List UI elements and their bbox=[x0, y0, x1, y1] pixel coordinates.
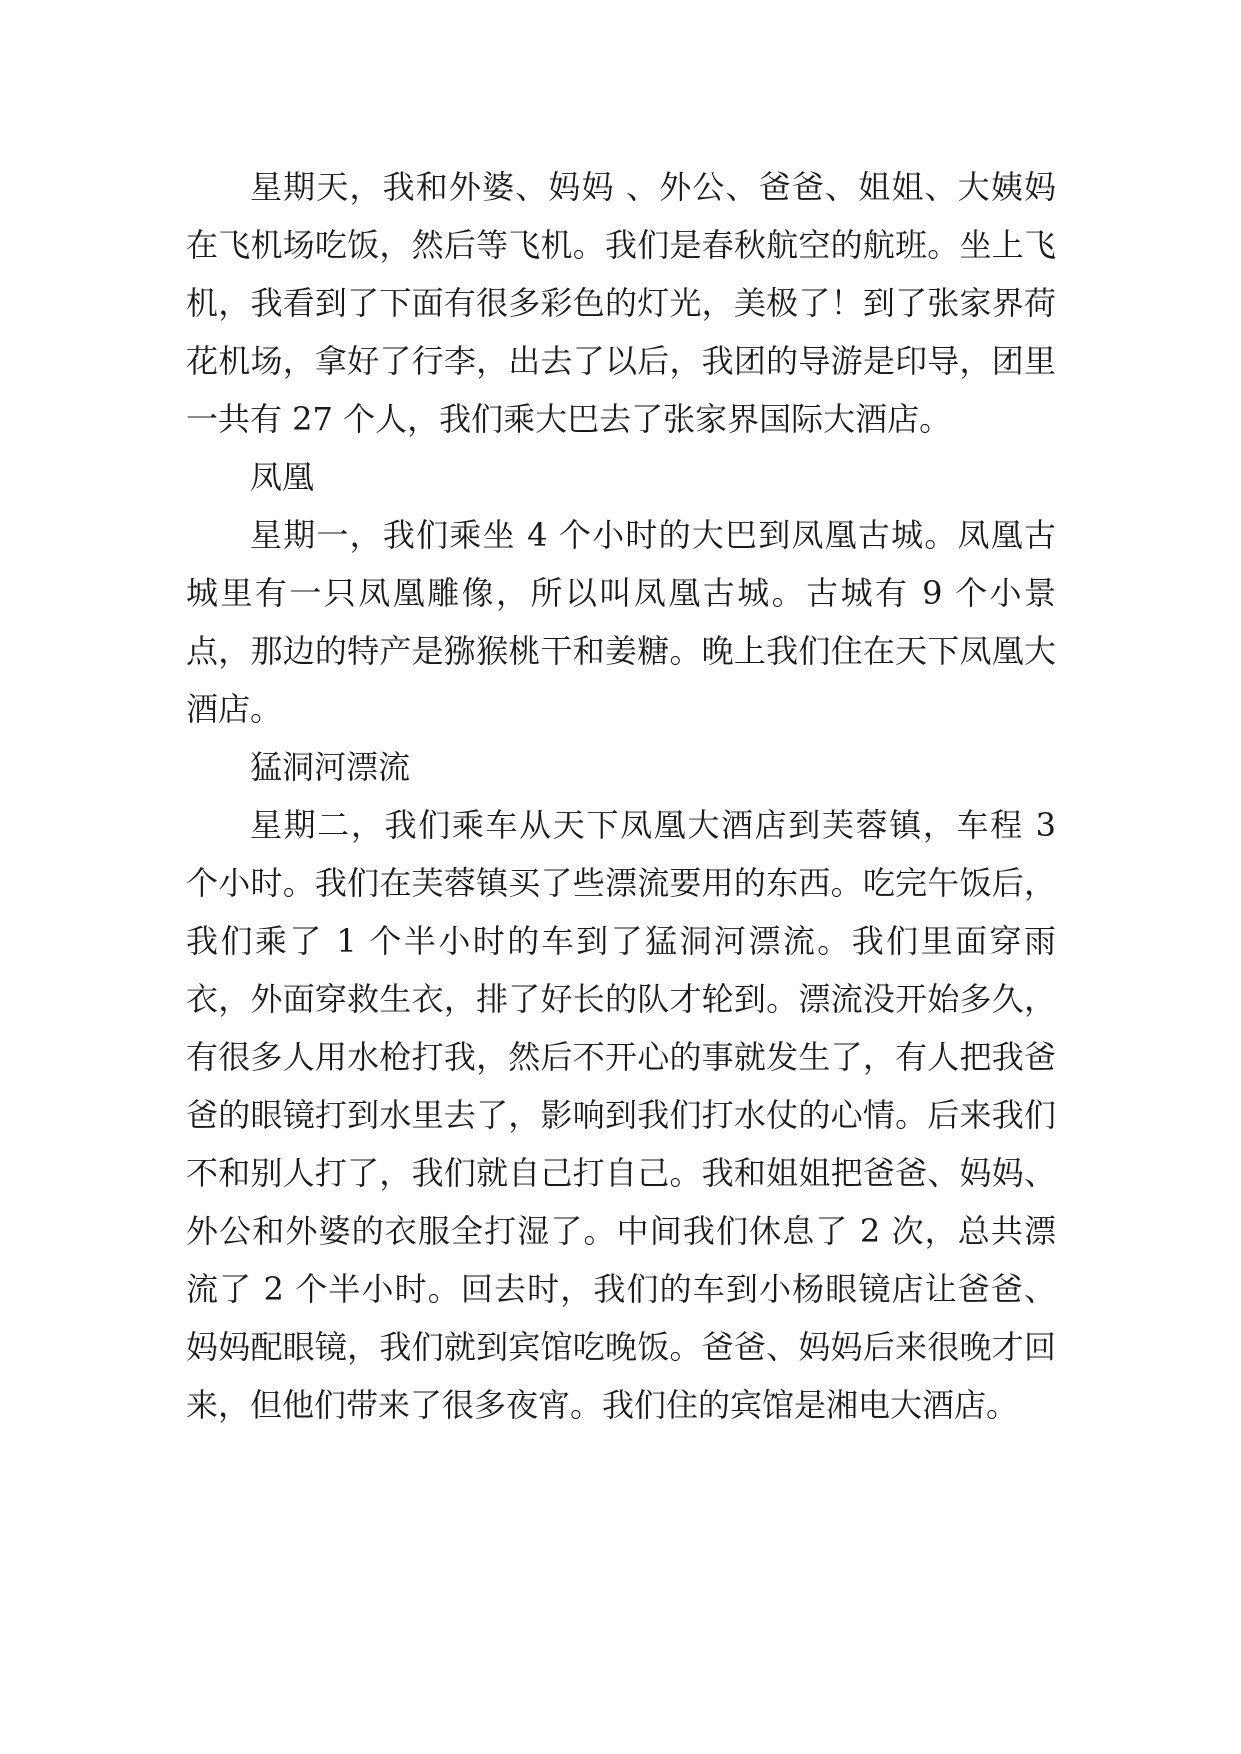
paragraph-monday: 星期一，我们乘坐 4 个小时的大巴到凤凰古城。凤凰古城里有一只凤凰雕像，所以叫凤凰古城。古城有 9 个小景点，那边的特产是猕猴桃干和姜糖。晚上我们住在天下凤凰大酒店。 bbox=[186, 516, 1056, 728]
section-heading-mengdonghe-rafting: 猛洞河漂流 bbox=[250, 748, 411, 786]
paragraph-tuesday: 星期二，我们乘车从天下凤凰大酒店到芙蓉镇，车程 3 个小时。我们在芙蓉镇买了些漂流要用的东西。吃完午饭后，我们乘了 1 个半小时的车到了猛洞河漂流。我们里面穿雨衣，外面穿救生衣，排了好长的队才轮到。漂流没开始多久，有很多人用水枪打我，然后不开心的事就发生了，有人把我爸爸的眼镜打到水里去了，影响到我们打水仗的心情。后来我们不和别人打了，我们就自己打自己。我和姐姐把爸爸、妈妈、外公和外婆的衣服全打湿了。中间我们休息了 2 次，总共漂流了 2 个半小时。回去时，我们的车到小杨眼镜店让爸爸、妈妈配眼镜，我们就到宾馆吃晚饭。爸爸、妈妈后来很晚才回来，但他们带来了很多夜宵。我们住的宾馆是湘电大酒店。 bbox=[186, 806, 1056, 1424]
paragraph-sunday: 星期天，我和外婆、妈妈 、外公、爸爸、姐姐、大姨妈在飞机场吃饭，然后等飞机。我们是春秋航空的航班。坐上飞机，我看到了下面有很多彩色的灯光，美极了！到了张家界荷花机场，拿好了行李，出去了以后，我团的导游是印导，团里一共有 27 个人，我们乘大巴去了张家界国际大酒店。 bbox=[186, 168, 1056, 438]
section-heading-fenghuang: 凤凰 bbox=[250, 458, 315, 496]
document-body bbox=[186, 158, 1056, 1434]
